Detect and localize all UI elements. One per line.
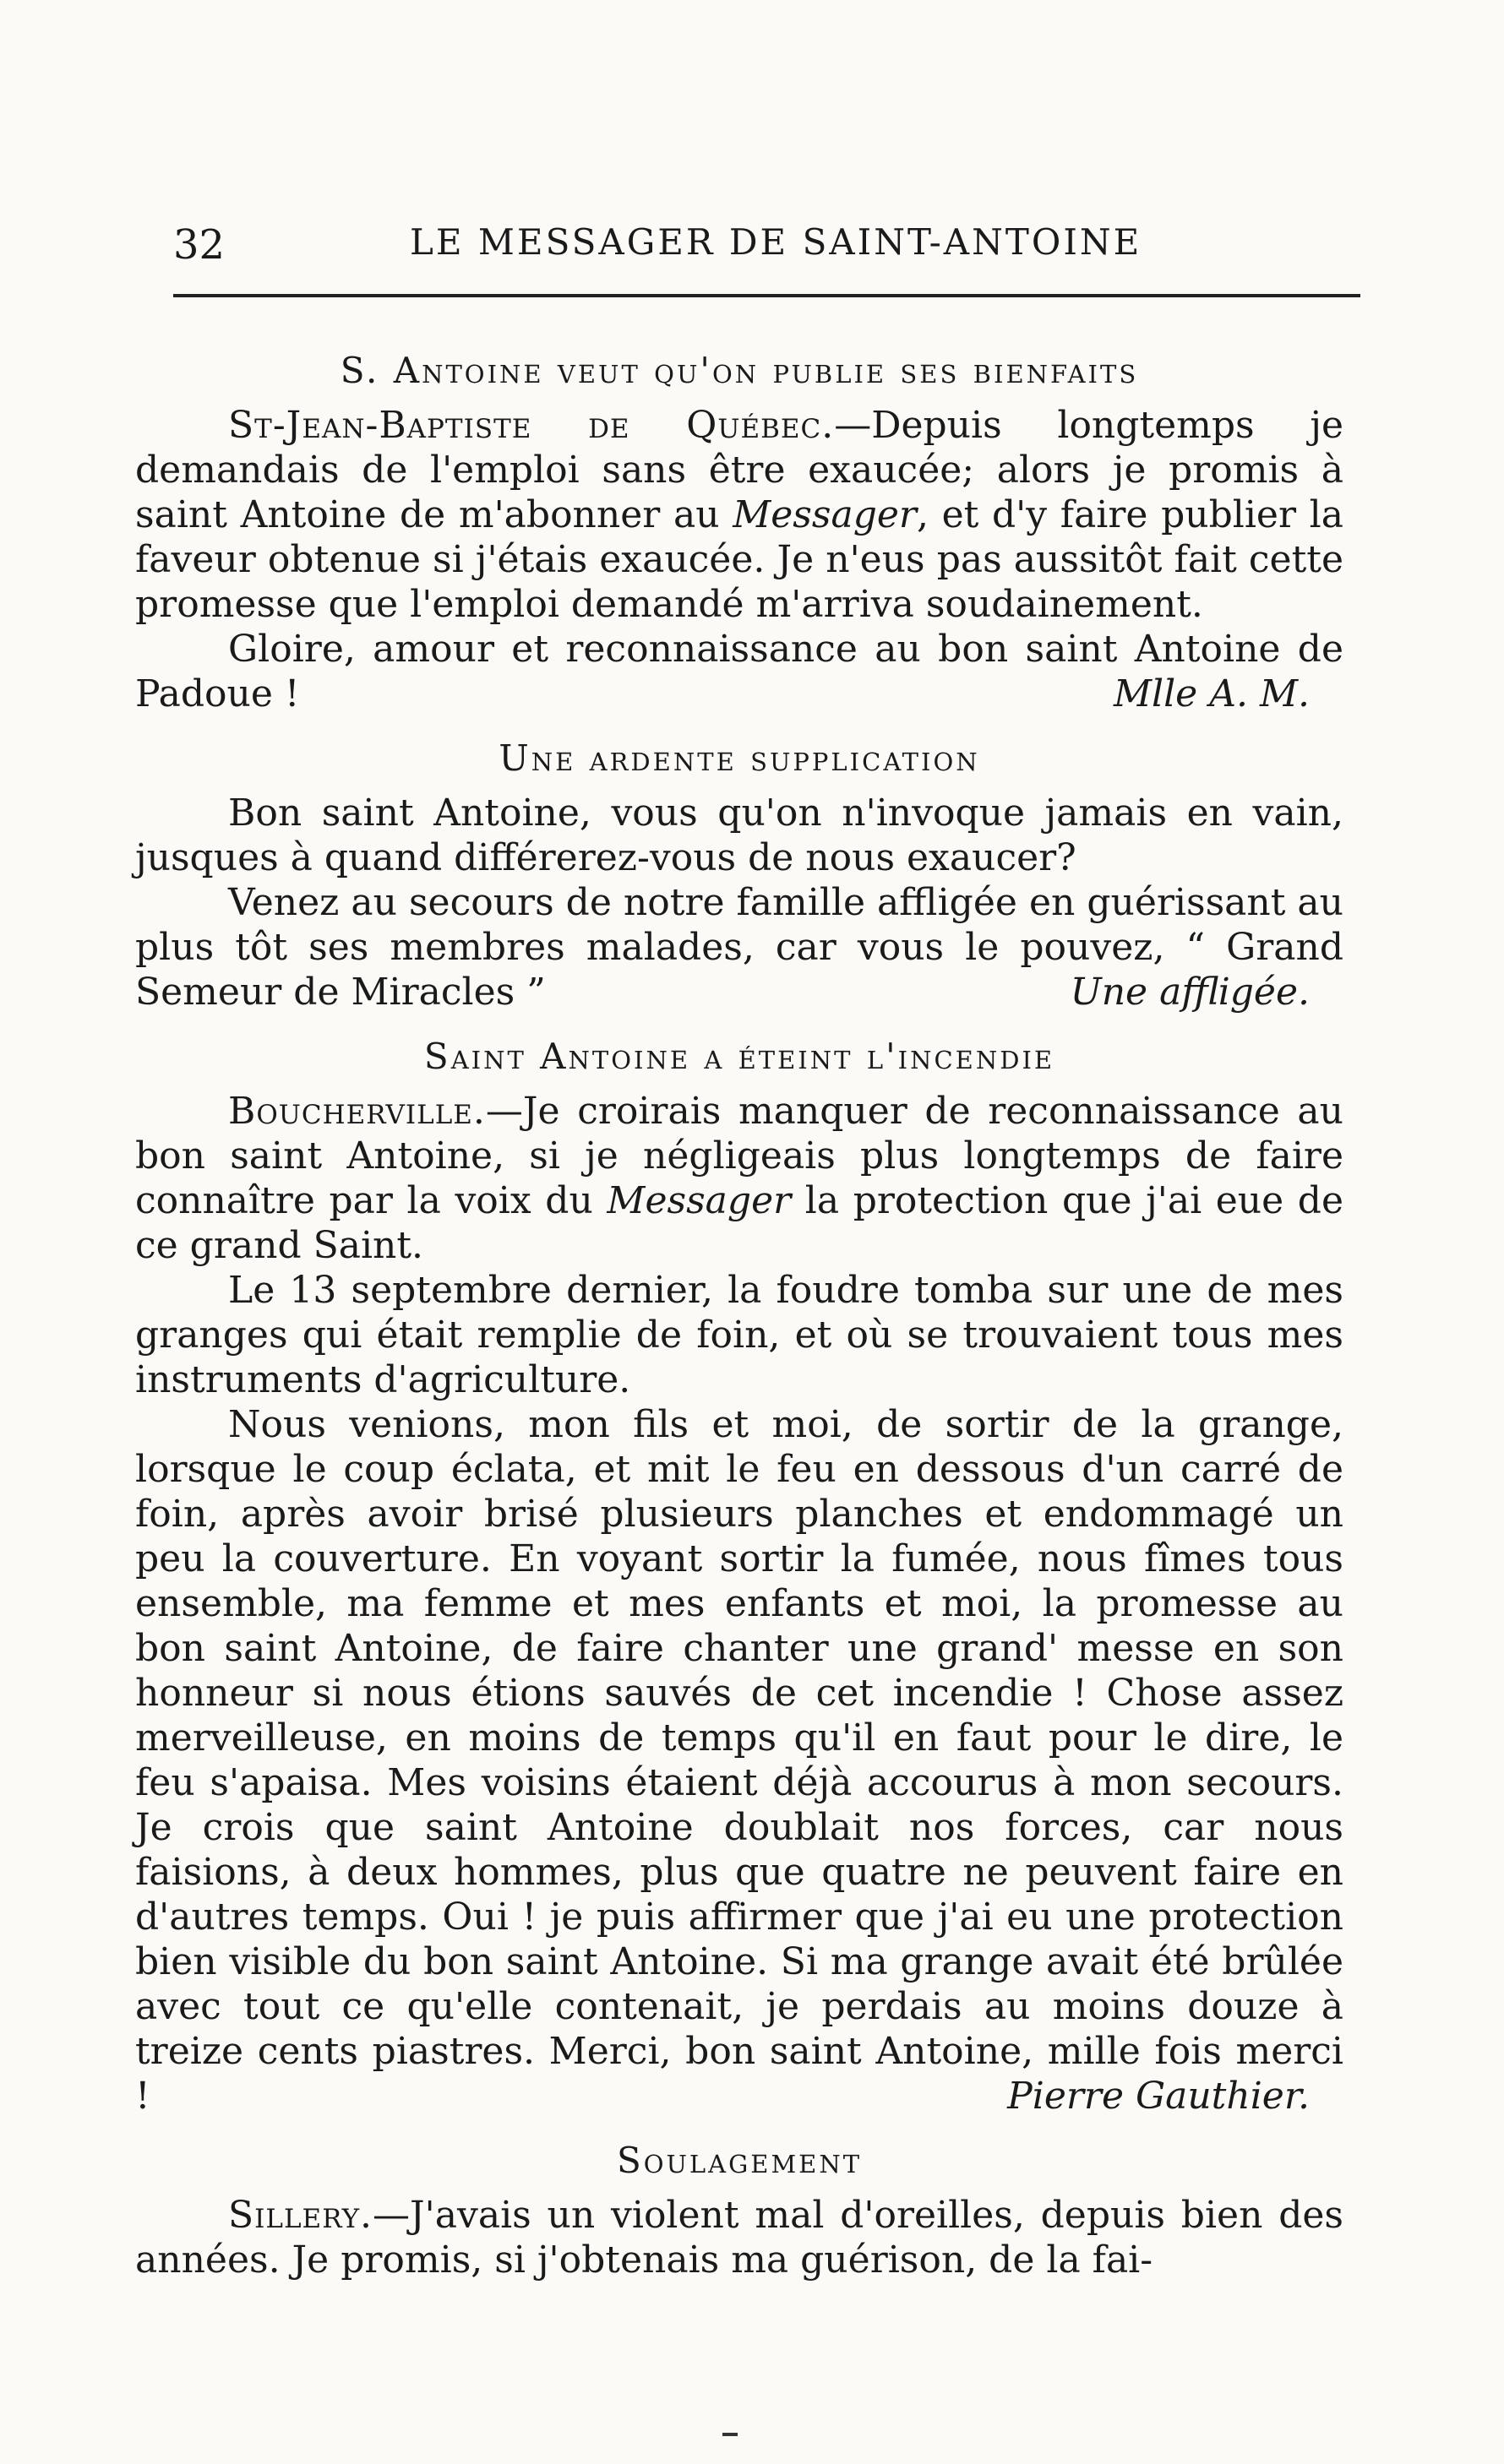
header-rule (173, 294, 1360, 297)
paragraph (135, 791, 1343, 880)
signature: Mlle A. M. (1113, 672, 1310, 715)
paragraph-text: , et d'y faire publier la faveur obtenue si j'étais exaucée. Je n'eus pas aussitôt fait cette promesse que l'emploi demandé m'arriva soudainement. (135, 493, 1343, 626)
paragraph-text: la protection que j'ai eue de ce grand Saint. (135, 1179, 1343, 1267)
periodical-name: Messager (733, 493, 917, 536)
page-number: 32 (173, 221, 226, 269)
section-title: S. Antoine veut qu'on publie ses bienfaits (340, 350, 1139, 391)
place-name: Boucherville. (228, 1090, 486, 1133)
signature: Une affligée. (1070, 971, 1310, 1014)
signature: Pierre Gauthier. (1007, 2075, 1310, 2118)
paragraph (135, 2193, 1343, 2282)
paragraph (135, 1268, 1343, 1402)
paragraph (135, 880, 1343, 1014)
printer-mark (722, 2433, 738, 2436)
section-title: Une ardente supplication (499, 737, 980, 779)
section-title: Saint Antoine a éteint l'incendie (423, 1036, 1055, 1077)
page-header (173, 221, 1356, 280)
paragraph-text: Bon saint Antoine, vous qu'on n'invoque jamais en vain, jusques à quand différerez-vous de nous exaucer? (135, 791, 1343, 879)
paragraph (135, 1402, 1343, 2119)
paragraph-text: Le 13 septembre dernier, la foudre tomba sur une de mes granges qui était remplie de foin, et où se trouvaient tous mes instruments d'agriculture. (135, 1269, 1343, 1401)
paragraph-text: Nous venions, mon fils et moi, de sortir de la grange, lorsque le coup éclata, et mit le feu en dessous d'un carré de foin, après avoir brisé plusieurs planches et endommagé un peu la couverture. En voyant sortir la fumée, nous fîmes tous ensemble, ma femme et mes enfants et moi, la promesse au bon saint Antoine, de faire chanter une grand' messe en son honneur si nous étions sauvés de cet incendie ! Chose assez merveilleuse, en moins de temps qu'il en faut pour le dire, le feu s'apaisa. Mes voisins étaient déjà accourus à mon secours. Je crois que saint Antoine doublait nos forces, car nous faisions, à deux hommes, plus que quatre ne peuvent faire en d'autres temps. Oui ! je puis affirmer que j'ai eu une protection bien visible du bon saint Antoine. Si ma grange avait été brûlée avec tout ce qu'elle contenait, je perdais au moins douze à treize cents piastres. Merci, bon saint Antoine, mille fois merci ! (135, 1403, 1343, 2118)
place-name: St-Jean-Baptiste de Québec. (228, 404, 835, 447)
paragraph-text: —Je croirais manquer de reconnaissance au bon saint Antoine, si je négligeais plus longtemps de faire connaître par la voix du (135, 1090, 1343, 1222)
paragraph-text: Venez au secours de notre famille affligée en guérissant au plus tôt ses membres malades, car vous le pouvez, “ Grand Semeur de Miracles ” (135, 881, 1343, 1014)
section-title: Soulagement (616, 2140, 863, 2181)
paragraph-text: —J'avais un violent mal d'oreilles, depuis bien des années. Je promis, si j'obtenais ma guérison, de la fai- (135, 2194, 1343, 2282)
periodical-name: Messager (607, 1179, 792, 1222)
page-body (135, 334, 1343, 2282)
running-title: LE MESSAGER DE SAINT-ANTOINE (410, 221, 1142, 263)
place-name: Sillery. (228, 2194, 373, 2237)
paragraph (135, 627, 1343, 716)
paragraph (135, 1089, 1343, 1268)
paragraph-text: Gloire, amour et reconnaissance au bon saint Antoine de Padoue ! (135, 628, 1343, 715)
paragraph-text: —Depuis longtemps je demandais de l'emploi sans être exaucée; alors je promis à saint Antoine de m'abonner au (135, 404, 1343, 536)
paragraph (135, 403, 1343, 627)
